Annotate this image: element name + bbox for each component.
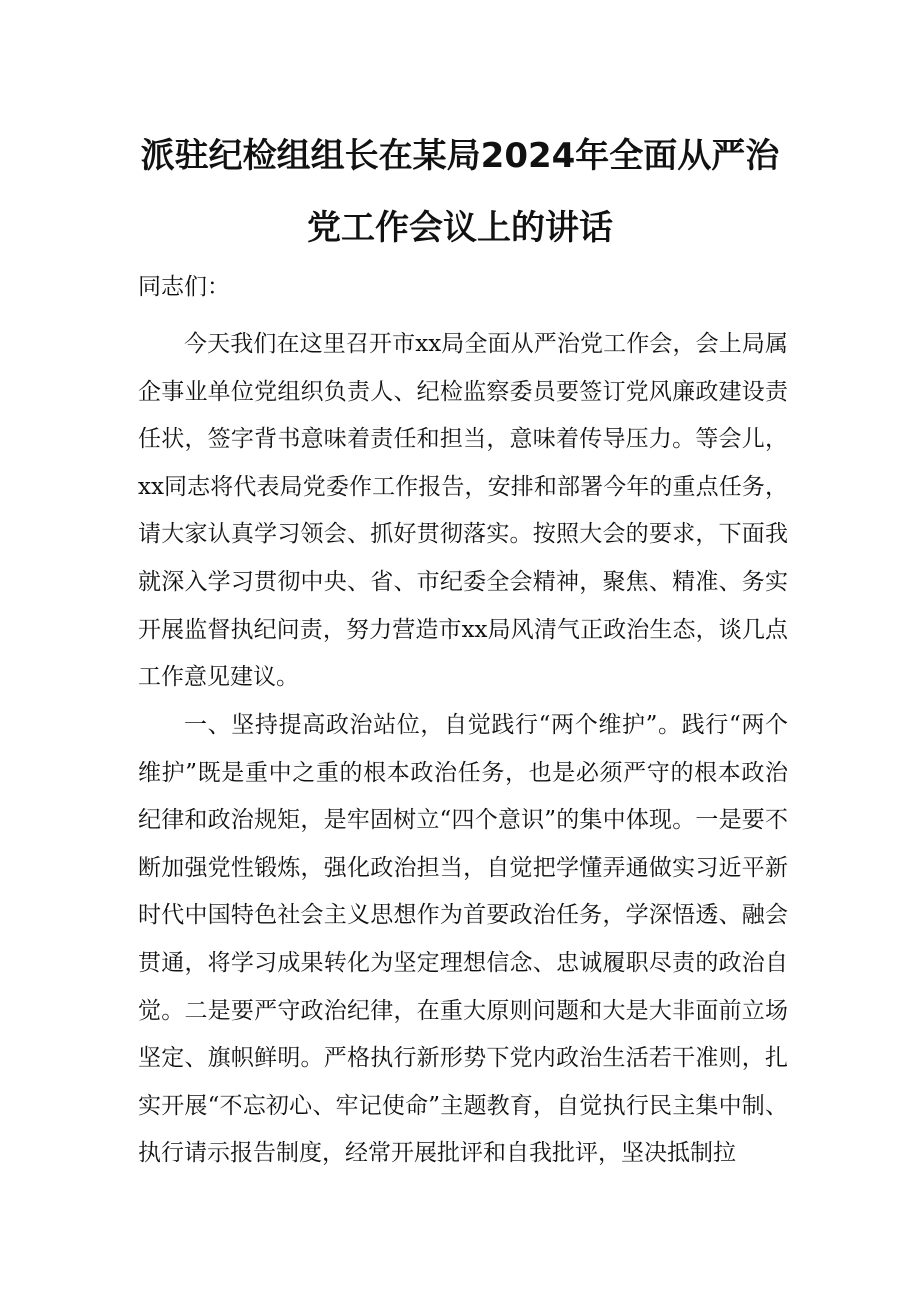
salutation: 同志们：: [138, 274, 230, 300]
document-title-line-1: 派驻纪检组组长在某局2024年全面从严治: [140, 136, 780, 176]
paragraph-1: 今天我们在这里召开市xx局全面从严治党工作会，会上局属企事业单位党组织负责人、纪检监察委员要签订党风廉政建设责任状，签字背书意味着责任和担当，意味着传导压力。等会儿，xx同志将代表局党委作工作报告，安排和部署今年的重点任务，请大家认真学习领会、抓好贯彻落实。按照大会的要求，下面我就深入学习贯彻中央、省、市纪委全会精神，聚焦、精准、务实开展监督执纪问责，努力营造市xx局风清气正政治生态，谈几点工作意见建议。: [138, 331, 788, 691]
paragraph-2: 一、坚持提高政治站位，自觉践行“两个维护”。践行“两个维护”既是重中之重的根本政治任务，也是必须严守的根本政治纪律和政治规矩，是牢固树立“四个意识”的集中体现。一是要不断加强党性锻炼，强化政治担当，自觉把学懂弄通做实习近平新时代中国特色社会主义思想作为首要政治任务，学深悟透、融会贯通，将学习成果转化为坚定理想信念、忠诚履职尽责的政治自觉。二是要严守政治纪律，在重大原则问题和大是大非面前立场坚定、旗帜鲜明。严格执行新形势下党内政治生活若干准则，扎实开展“不忘初心、牢记使命”主题教育，自觉执行民主集中制、执行请示报告制度，经常开展批评和自我批评，坚决抵制拉: [138, 712, 788, 1167]
document-title-line-2: 党工作会议上的讲话: [307, 208, 613, 248]
